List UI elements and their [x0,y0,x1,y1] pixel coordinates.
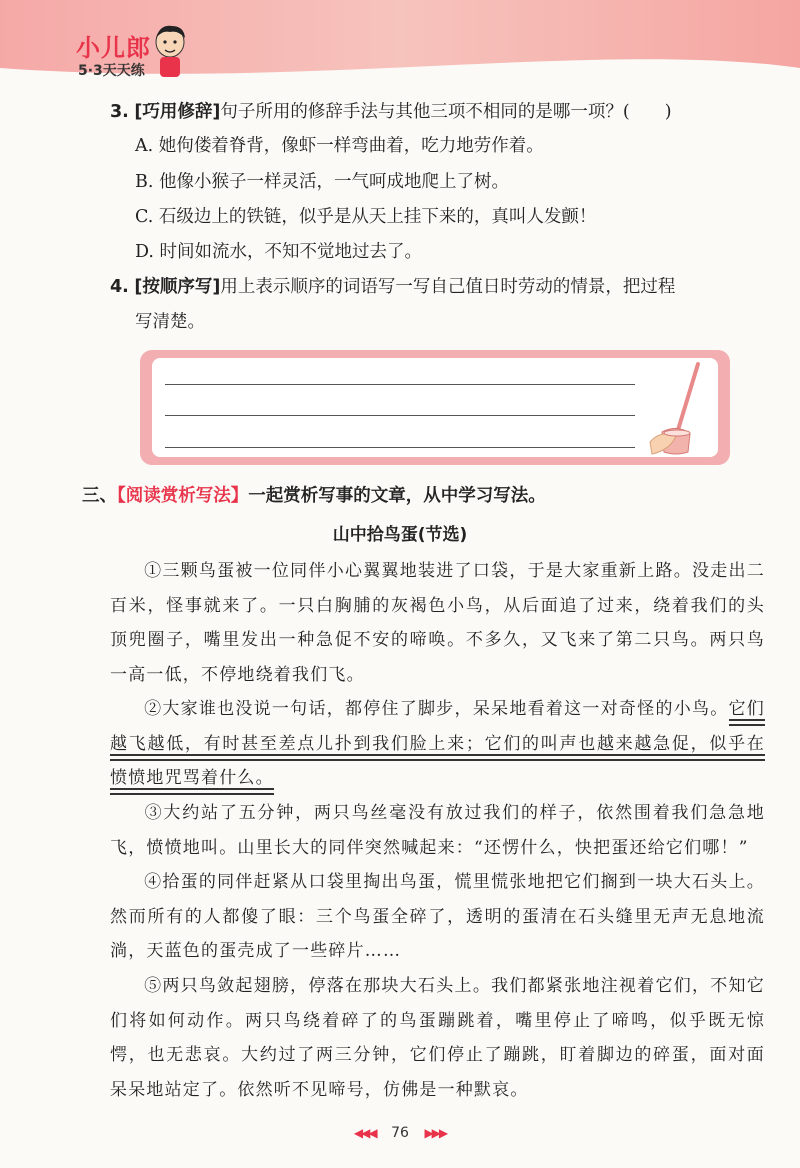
question-text: 句子所用的修辞手法与其他三项不相同的是哪一项？( ) [220,102,672,122]
section-text: 一起赏析写事的文章，从中学习写法。 [248,486,546,506]
option-d: D. 时间如流水，不知不觉地过去了。 [135,242,423,262]
paragraph-text: ①三颗鸟蛋被一位同伴小心翼翼地装进了口袋，于是大家重新上路。没走出二百米，怪事就来了。一只白胸脯的灰褐色小鸟，从后面追了过来，绕着我们的头顶兜圈子，嘴里发出一种急促不安的啼唤。不多久，又飞来了第二只鸟。两只鸟一高一低，不停地绕着我们飞。 [110,561,765,685]
section-number: 三、 [82,486,117,506]
question-3 [110,99,672,125]
answer-box[interactable] [152,358,718,457]
question-number: 3. [110,102,129,122]
writing-line[interactable] [165,384,635,385]
brand-logo: 小儿郎 [76,34,151,62]
mascot-icon [150,20,190,80]
question-number: 4. [110,277,129,297]
option-a: A. 她佝偻着脊背，像虾一样弯曲着，吃力地劳作着。 [135,136,544,156]
underlined-sentence: 它们越飞越低，有时甚至差点儿扑到我们脸上来；它们的叫声也越来越急促，似乎在愤愤地咒骂着什么。 [110,699,765,788]
option-b: B. 他像小猴子一样灵活，一气呵成地爬上了树。 [135,172,509,192]
mop-icon [640,360,720,460]
paragraph-3 [110,796,765,865]
paragraph-text: ③大约站了五分钟，两只鸟丝毫没有放过我们的样子，依然围着我们急急地飞，愤愤地叫。山里长大的同伴突然喊起来：“还愣什么，快把蛋还给它们哪！” [110,803,765,858]
question-tag: [按顺序写] [134,277,221,297]
writing-line[interactable] [165,415,635,416]
paragraph-5 [110,969,765,1107]
writing-line[interactable] [165,447,635,448]
question-tag: [巧用修辞] [134,102,221,122]
right-arrows-icon: ▶▶▶ [424,1126,447,1140]
section-tag: 【阅读赏析写法】 [117,486,249,506]
paragraph-4 [110,865,765,969]
paragraph-text: ②大家谁也没说一句话，都停住了脚步，呆呆地看着这一对奇怪的小鸟。 [144,699,729,719]
paragraph-1 [110,554,765,692]
paragraph-2 [110,692,765,796]
section-heading [82,482,546,507]
option-c: C. 石级边上的铁链，似乎是从天上挂下来的，真叫人发颤！ [135,207,597,227]
question-text: 用上表示顺序的词语写一写自己值日时劳动的情景，把过程 [220,277,676,297]
left-arrows-icon: ◀◀◀ [353,1126,376,1140]
article-title: 山中拾鸟蛋(节选) [332,525,468,545]
brand-subtitle: 5·3天天练 [78,63,145,79]
paragraph-text: ④拾蛋的同伴赶紧从口袋里掏出鸟蛋，慌里慌张地把它们搁到一块大石头上。然而所有的人都傻了眼：三个鸟蛋全碎了，透明的蛋清在石头缝里无声无息地流淌，天蓝色的蛋壳成了一些碎片…… [110,872,765,961]
question-text-cont: 写清楚。 [135,312,205,332]
question-4 [110,274,675,300]
paragraph-text: ⑤两只鸟敛起翅膀，停落在那块大石头上。我们都紧张地注视着它们，不知它们将如何动作。两只鸟绕着碎了的鸟蛋蹦跳着，嘴里停止了啼鸣，似乎既无惊愕，也无悲哀。大约过了两三分钟，它们停止了蹦跳，盯着脚边的碎蛋，面对面呆呆地站定了。依然听不见啼号，仿佛是一种默哀。 [110,976,765,1100]
page-footer [0,1125,800,1141]
page-number: 76 [391,1125,409,1141]
